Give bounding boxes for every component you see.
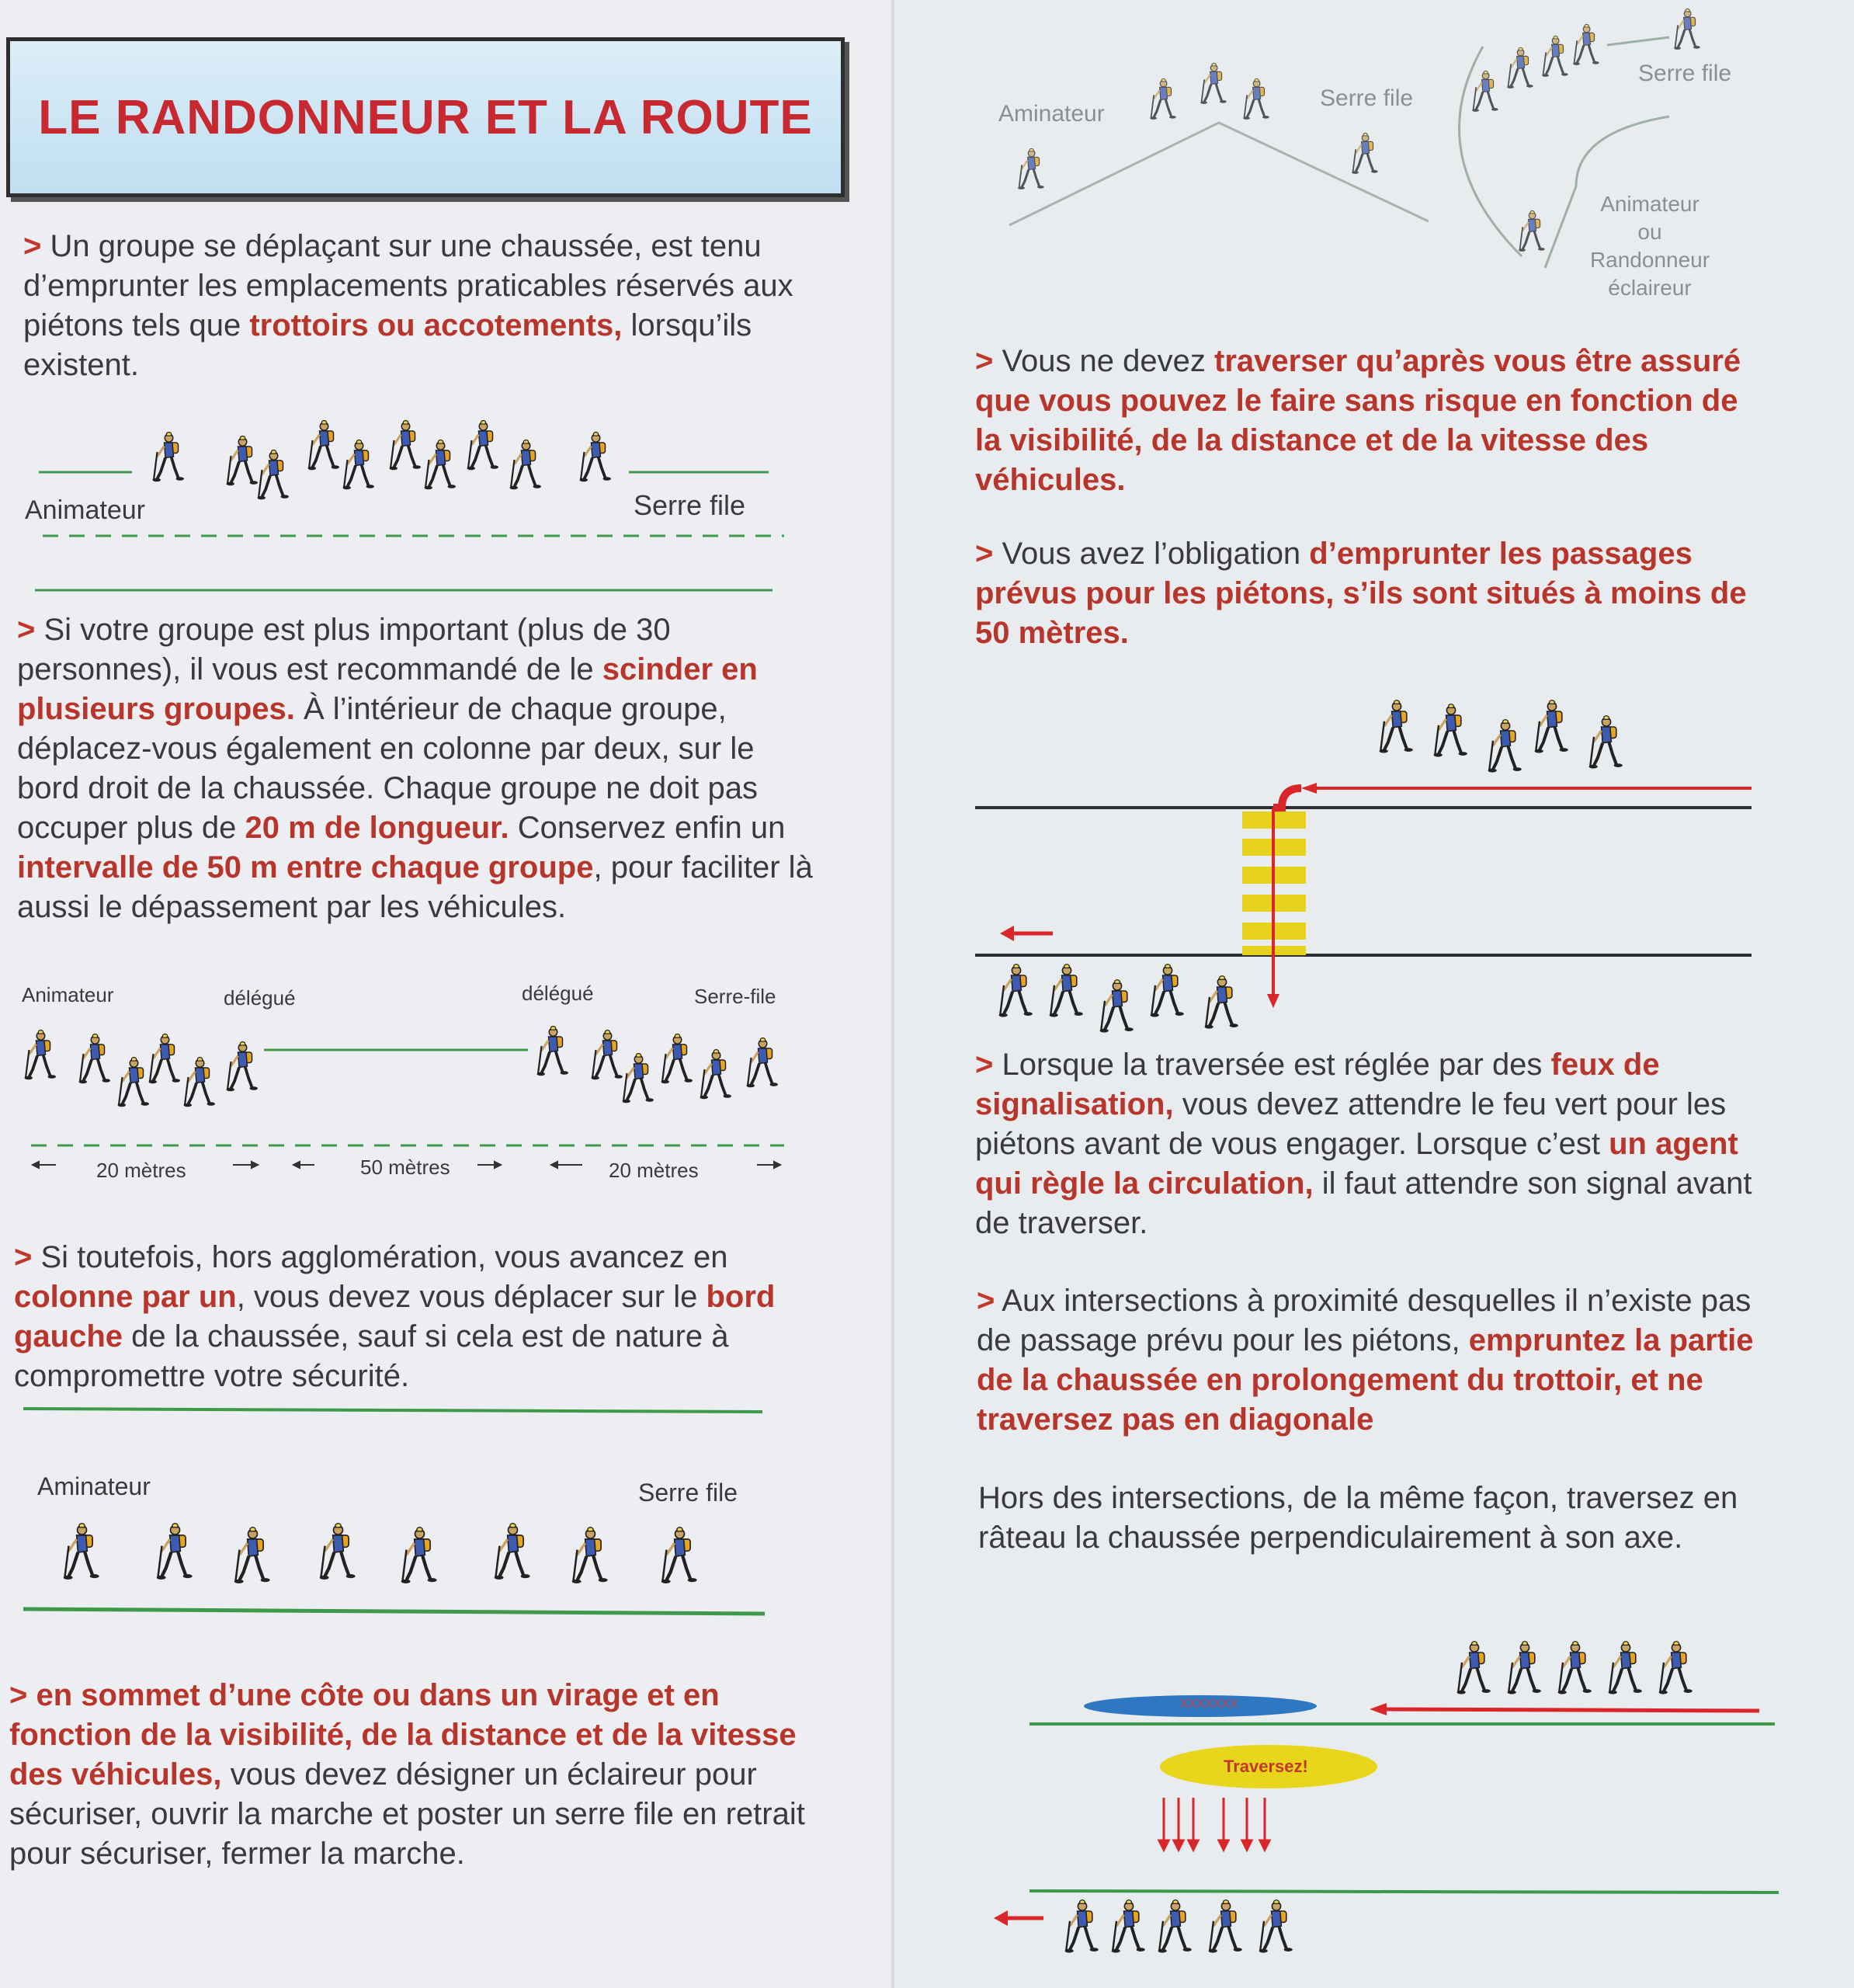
p5-text-1: Vous ne devez xyxy=(993,344,1215,378)
p6-highlight-1: d’emprunter les passages prévus pour les piétons, s’ils sont situés à moins de 50 mètres. xyxy=(975,537,1747,650)
label-eclaireur-3: Randonneur xyxy=(1589,248,1710,272)
hiker-icon xyxy=(318,1522,358,1582)
hiker-icon xyxy=(151,431,186,484)
p2-text-4: , pour faciliter là aussi le dépassement par les véhicules. xyxy=(17,850,813,924)
hiker-icon xyxy=(1200,62,1228,106)
hiker-icon xyxy=(1149,963,1186,1019)
p5-highlight-1: traverser qu’après vous être assuré que vous pouvez le faire sans risque en fonction de la visibilité, de la distance et de la vitesse des véhicules. xyxy=(975,344,1741,497)
paragraph-split-groups xyxy=(17,610,825,927)
hiker-icon xyxy=(233,1526,273,1586)
figure-single-file xyxy=(16,1398,792,1623)
p7-text-2: vous devez attendre le feu vert pour les piétons avant de vous engager. Lorsque c’est xyxy=(975,1087,1727,1161)
hiker-icon xyxy=(1533,699,1571,755)
hiker-icon xyxy=(509,439,543,492)
hiker-icon xyxy=(1110,1899,1147,1955)
hiker-icon xyxy=(1471,70,1500,113)
p8-text-1: Aux intersections à proximité desquelles il n’existe pas de passage prévu pour les piétons, xyxy=(977,1284,1752,1357)
paragraph-pedestrian-crossing xyxy=(975,534,1783,653)
paragraph-sidewalks xyxy=(23,227,807,385)
label-eclaireur-1: Animateur xyxy=(1600,192,1700,216)
figure-zebra-crossing xyxy=(975,683,1767,1025)
hiker-icon xyxy=(423,439,458,492)
hiker-icon xyxy=(660,1033,695,1086)
hiker-icon xyxy=(1658,1640,1695,1696)
label-serre-file-1: Serre file xyxy=(1320,85,1414,111)
hiker-icon xyxy=(1588,714,1625,770)
p3-text-1: Si toutefois, hors agglomération, vous avancez en xyxy=(32,1240,728,1274)
hiker-icon xyxy=(493,1522,533,1582)
p4-highlight-1: en sommet d’une côte ou dans un virage et en fonction de la visibilité, de la distance et de la vitesse des véhicules, xyxy=(9,1678,797,1792)
label-blue-sign: XXXXXXX xyxy=(1180,1698,1238,1711)
p2-text-1: Si votre groupe est plus important (plus de 30 personnes), il vous est recommandé de le xyxy=(17,613,671,686)
hiker-icon xyxy=(621,1052,656,1105)
paragraph-single-file xyxy=(14,1238,821,1396)
hiker-icon xyxy=(699,1048,734,1101)
paragraph-outside-intersections: Hors des intersections, de la même façon, traversez en râteau la chaussée perpendiculairement à son axe. xyxy=(978,1481,1738,1555)
hiker-icon xyxy=(1351,132,1380,176)
p7-text-3: il faut attendre son signal avant de traverser. xyxy=(975,1166,1752,1240)
hiker-icon xyxy=(1572,23,1601,67)
hiker-icon xyxy=(466,419,501,472)
hiker-icon xyxy=(1432,703,1470,759)
label-traversez: Traversez! xyxy=(1224,1757,1308,1776)
paragraph-traffic-lights xyxy=(975,1045,1783,1243)
p1-text-2: lorsqu’ils existent. xyxy=(23,308,752,382)
label-animateur: Animateur xyxy=(25,495,145,525)
p2-highlight-2: 20 m de longueur. xyxy=(245,811,509,845)
bullet-marker: > xyxy=(17,613,36,647)
hiker-icon xyxy=(225,435,260,488)
figure-zebra-crossing-svg xyxy=(975,683,1767,1025)
hiker-icon xyxy=(1607,1640,1644,1696)
p3-highlight-2: bord gauche xyxy=(14,1280,776,1354)
hiker-icon xyxy=(23,1029,58,1082)
bullet-marker: > xyxy=(9,1678,28,1712)
hiker-icon xyxy=(1017,148,1046,191)
hiker-icon xyxy=(590,1029,625,1082)
p2-highlight-3: intervalle de 50 m entre chaque groupe xyxy=(17,850,594,885)
hiker-icon xyxy=(1518,210,1547,253)
hiker-icon xyxy=(1506,1640,1543,1696)
hiker-icon xyxy=(1487,718,1524,774)
p3-text-3: de la chaussée, sauf si cela est de nature à compromettre votre sécurité. xyxy=(14,1319,729,1393)
p2-text-3: Conservez enfin un xyxy=(509,811,786,845)
p8-highlight-1: empruntez la partie de la chaussée en prolongement du trottoir, et ne traversez pas en diagonale xyxy=(977,1323,1754,1437)
hiker-icon xyxy=(1149,78,1178,121)
bullet-marker: > xyxy=(977,1284,995,1318)
hiker-icon xyxy=(1541,35,1570,78)
hiker-icon xyxy=(400,1526,439,1586)
title-box xyxy=(6,37,845,197)
paragraph-hilltop xyxy=(9,1676,825,1874)
label-eclaireur-2: ou xyxy=(1637,220,1662,244)
hiker-icon xyxy=(578,431,613,484)
label-serre-file: Serre file xyxy=(634,489,746,521)
hiker-icon xyxy=(225,1041,260,1093)
hiker-icon xyxy=(1048,963,1085,1019)
hiker-icon xyxy=(116,1056,151,1109)
hiker-icon xyxy=(1673,8,1702,51)
label-animateur: Aminateur xyxy=(998,101,1105,127)
hiker-icon xyxy=(1378,699,1415,755)
hiker-icon xyxy=(62,1522,102,1582)
hiker-icon xyxy=(536,1025,571,1078)
hiker-icon xyxy=(1242,78,1271,121)
bullet-marker: > xyxy=(975,537,994,571)
paragraph-intersections xyxy=(977,1281,1776,1440)
hiker-icon xyxy=(571,1526,610,1586)
hiker-icon xyxy=(342,439,377,492)
bullet-marker: > xyxy=(14,1240,33,1274)
hiker-icon xyxy=(1207,1899,1245,1955)
hiker-icon xyxy=(998,963,1035,1019)
hiker-icon xyxy=(1258,1899,1295,1955)
page-title: LE RANDONNEUR ET LA ROUTE xyxy=(38,90,813,144)
hiker-icon xyxy=(155,1522,195,1582)
label-delegue-2: délégué xyxy=(522,982,594,1005)
hiker-icon xyxy=(660,1526,700,1586)
p3-text-2: , vous devez vous déplacer sur le xyxy=(236,1280,707,1314)
p1-text-1: Un groupe se déplaçant sur une chaussée, est tenu d’emprunter les emplacements praticables réservés aux piétons tels que xyxy=(23,229,793,342)
hiker-icon xyxy=(1456,1640,1493,1696)
label-serre-file: Serre-file xyxy=(694,985,776,1008)
p2-highlight-1: scinder en plusieurs groupes. xyxy=(17,652,758,726)
bullet-marker: > xyxy=(23,229,42,263)
hiker-icon xyxy=(307,419,342,472)
p7-text-1: Lorsque la traversée est réglée par des xyxy=(993,1048,1551,1082)
hiker-icon xyxy=(1157,1899,1194,1955)
hiker-icon xyxy=(1557,1640,1594,1696)
hiker-icon xyxy=(256,449,291,502)
page-fold xyxy=(891,0,894,1988)
p6-text-1: Vous avez l’obligation xyxy=(993,537,1310,571)
p7-highlight-1: feux de signalisation, xyxy=(975,1048,1660,1121)
figure-single-file-svg xyxy=(16,1398,792,1623)
label-distance-2: 50 mètres xyxy=(360,1156,450,1179)
paragraph-cross-safely xyxy=(975,342,1759,500)
bullet-marker: > xyxy=(975,1048,994,1082)
label-distance-3: 20 mètres xyxy=(609,1159,699,1182)
label-eclaireur-4: éclaireur xyxy=(1608,276,1692,300)
label-eclaireur xyxy=(1568,190,1731,302)
hiker-icon xyxy=(148,1033,182,1086)
p4-text-1: vous devez désigner un éclaireur pour sécuriser, ouvrir la marche et poster un serre file en retrait pour sécuriser, fermer la marche. xyxy=(9,1757,805,1871)
p3-highlight-1: colonne par un xyxy=(14,1280,237,1314)
label-serre-file-2: Serre file xyxy=(1638,61,1732,86)
hiker-icon xyxy=(1099,978,1136,1034)
hiker-icon xyxy=(1064,1899,1101,1955)
label-delegue-1: délégué xyxy=(224,986,296,1010)
label-serre-file: Serre file xyxy=(638,1479,738,1507)
hiker-icon xyxy=(1506,47,1535,90)
rake-arrows xyxy=(1159,1798,1269,1850)
hiker-icon xyxy=(1203,975,1241,1030)
hiker-icon xyxy=(388,419,423,472)
hiker-icon xyxy=(745,1037,780,1090)
p7-highlight-2: un agent qui règle la circulation, xyxy=(975,1127,1738,1201)
p2-text-2: À l’intérieur de chaque groupe, déplacez-vous également en colonne par deux, sur le bord droit de la chaussée. Chaque groupe ne doit pas occuper plus de xyxy=(17,692,759,845)
p1-highlight-1: trottoirs ou accotements, xyxy=(249,308,623,342)
bullet-marker: > xyxy=(975,344,994,378)
label-animateur: Aminateur xyxy=(37,1472,151,1500)
hiker-icon xyxy=(78,1033,113,1086)
hiker-icon xyxy=(182,1056,217,1109)
label-distance-1: 20 mètres xyxy=(96,1159,186,1182)
label-animateur: Animateur xyxy=(22,983,114,1006)
